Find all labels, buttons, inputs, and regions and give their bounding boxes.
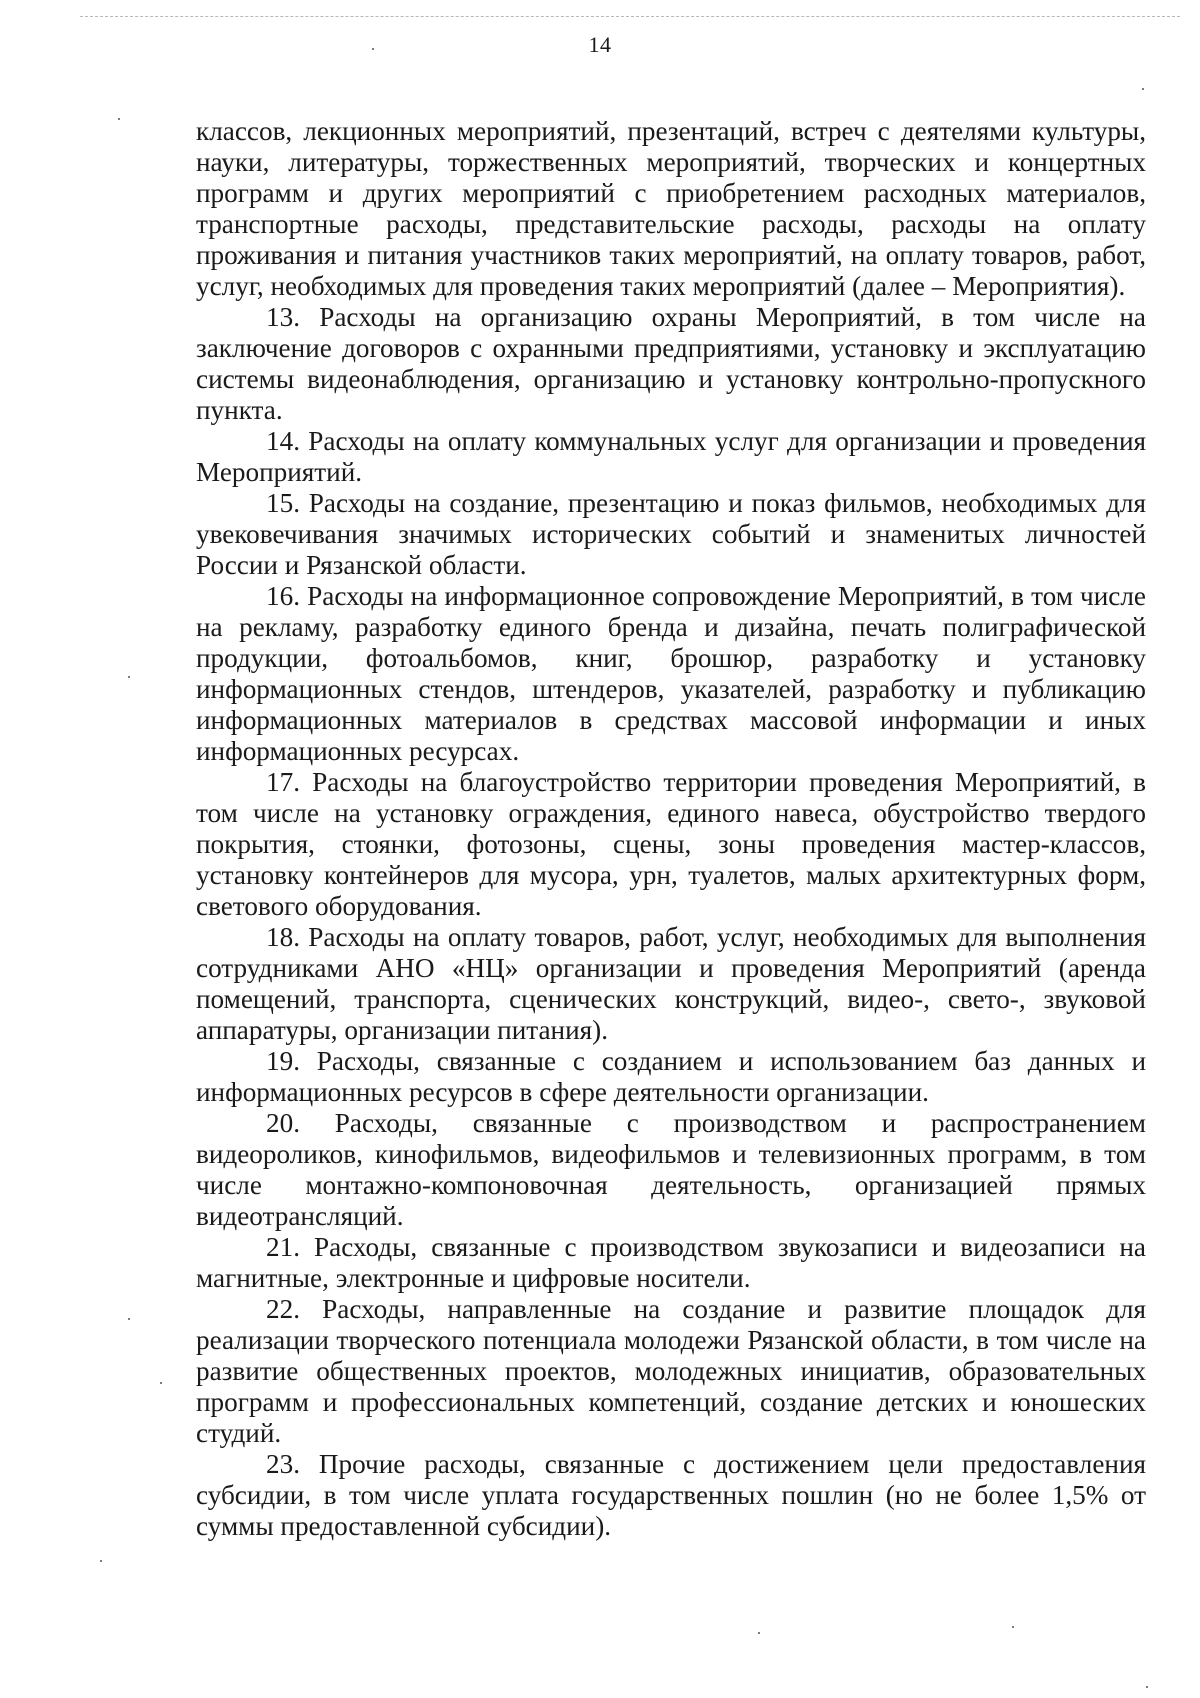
scan-speck [1146, 1686, 1148, 1688]
scan-speck [118, 118, 120, 120]
intro-paragraph: классов, лекционных мероприятий, презентаций, встреч с деятелями культуры, науки, литературы, торжественных мероприятий, творческих и концертных программ и других мероприятий с приобретением расходных материалов, транспортные расходы, представительские расходы, расходы на оплату проживания и питания участников таких мероприятий, на оплату товаров, работ, услуг, необходимых для проведения таких мероприятий (далее – Мероприятия). [196, 116, 1146, 301]
paragraph-13: 13. Расходы на организацию охраны Мероприятий, в том числе на заключение договоров с охранными предприятиями, установку и эксплуатацию системы видеонаблюдения, организацию и установку контрольно-пропускного пункта. [196, 302, 1146, 425]
paragraph-21: 21. Расходы, связанные с производством звукозаписи и видеозаписи на магнитные, электронные и цифровые носители. [196, 1232, 1146, 1293]
paragraph-15: 15. Расходы на создание, презентацию и показ фильмов, необходимых для увековечивания значимых исторических событий и знаменитых личностей России и Рязанской области. [196, 488, 1146, 580]
scan-speck [372, 48, 374, 50]
paragraph-18: 18. Расходы на оплату товаров, работ, услуг, необходимых для выполнения сотрудниками АНО «НЦ» организации и проведения Мероприятий (аренда помещений, транспорта, сценических конструкций, видео-, свето-, звуковой аппаратуры, организации питания). [196, 922, 1146, 1045]
scan-speck [1142, 88, 1144, 90]
paragraph-14: 14. Расходы на оплату коммунальных услуг для организации и проведения Мероприятий. [196, 426, 1146, 487]
scan-speck [758, 1632, 760, 1634]
paragraph-16: 16. Расходы на информационное сопровождение Мероприятий, в том числе на рекламу, разработку единого бренда и дизайна, печать полиграфической продукции, фотоальбомов, книг, брошюр, разработку и установку информационных стендов, штендеров, указателей, разработку и публикацию информационных материалов в средствах массовой информации и иных информационных ресурсах. [196, 581, 1146, 766]
paragraph-22: 22. Расходы, направленные на создание и развитие площадок для реализации творческого потенциала молодежи Рязанской области, в том числе на развитие общественных проектов, молодежных инициатив, образовательных программ и профессиональных компетенций, создание детских и юношеских студий. [196, 1294, 1146, 1448]
scan-top-edge [80, 16, 1180, 17]
paragraph-17: 17. Расходы на благоустройство территории проведения Мероприятий, в том числе на установку ограждения, единого навеса, обустройство твердого покрытия, стоянки, фотозоны, сцены, зоны проведения мастер-классов, установку контейнеров для мусора, урн, туалетов, малых архитектурных форм, светового оборудования. [196, 767, 1146, 921]
document-body [196, 116, 1146, 1542]
page-number: 14 [588, 32, 612, 57]
paragraph-23: 23. Прочие расходы, связанные с достижением цели предоставления субсидии, в том числе уплата государственных пошлин (но не более 1,5% от суммы предоставленной субсидии). [196, 1449, 1146, 1541]
scan-speck [128, 676, 130, 678]
paragraph-20: 20. Расходы, связанные с производством и распространением видеороликов, кинофильмов, видеофильмов и телевизионных программ, в том числе монтажно-компоновочная деятельность, организацией прямых видеотрансляций. [196, 1108, 1146, 1231]
scan-speck [160, 1382, 162, 1384]
scan-speck [1012, 1626, 1014, 1628]
scan-speck [128, 1318, 130, 1320]
scan-speck [100, 1560, 102, 1562]
paragraph-19: 19. Расходы, связанные с созданием и использованием баз данных и информационных ресурсов в сфере деятельности организации. [196, 1046, 1146, 1107]
